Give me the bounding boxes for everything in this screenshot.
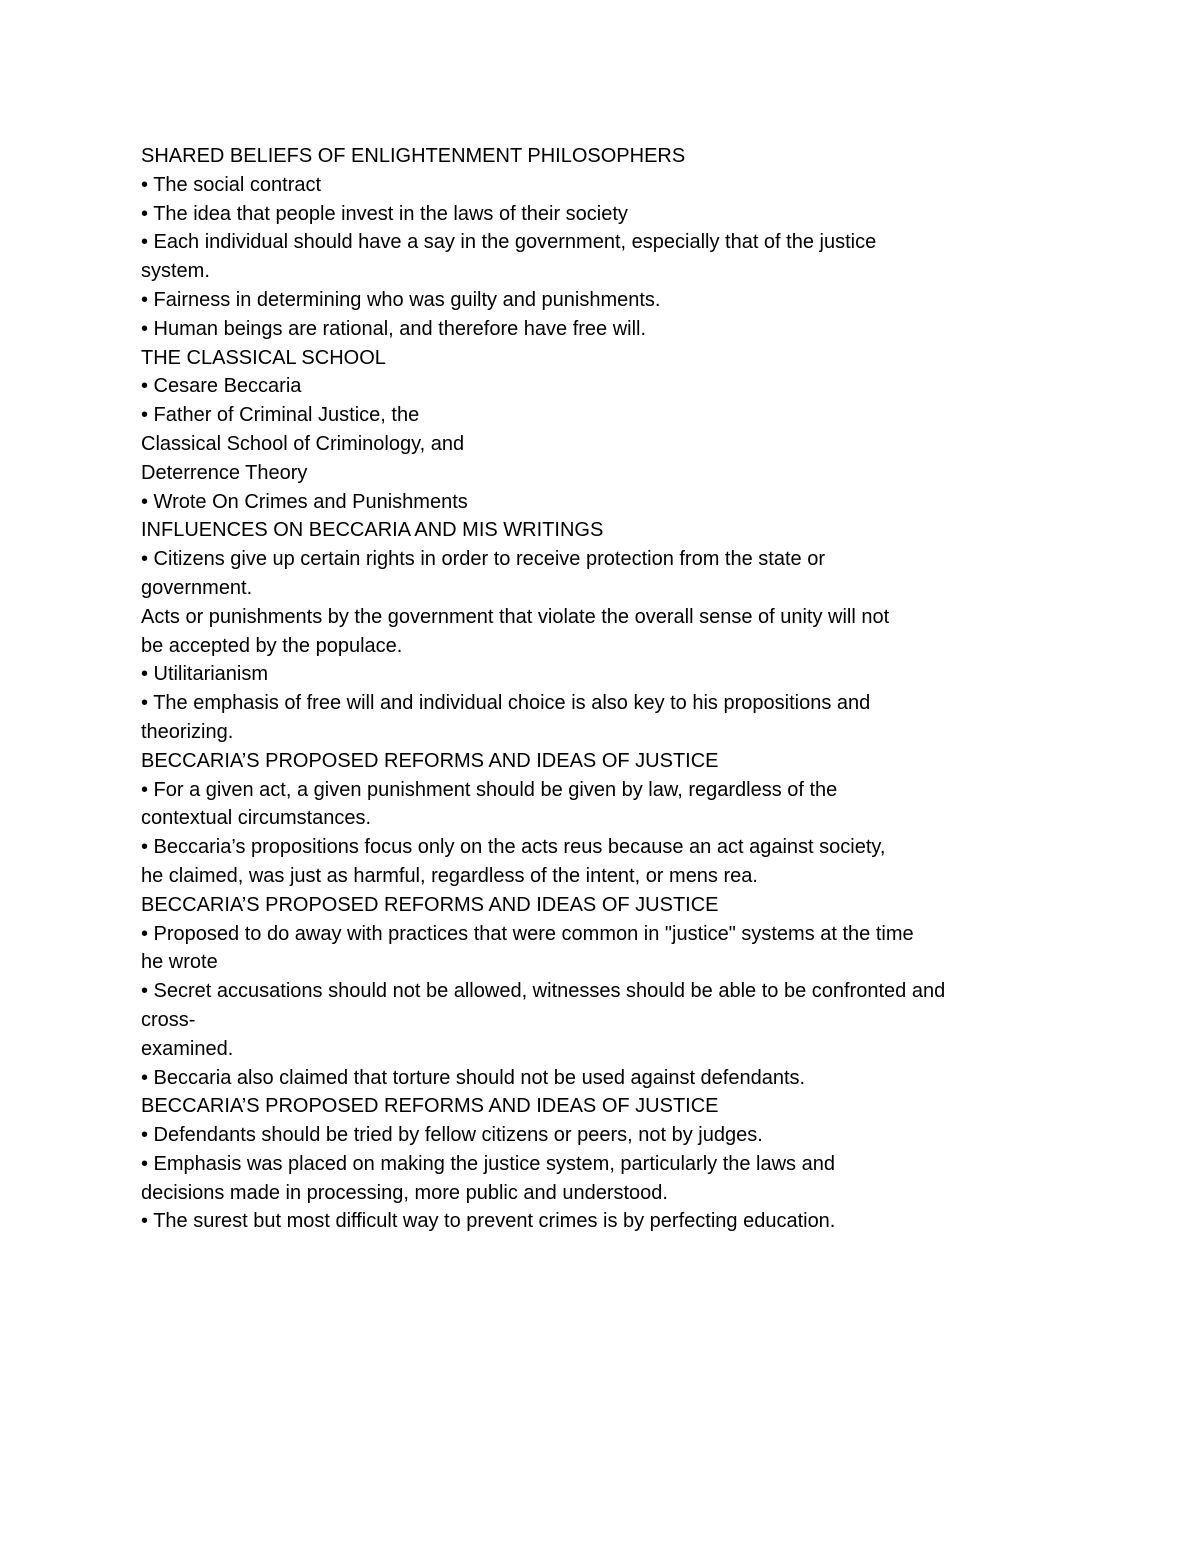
document-body bbox=[141, 142, 1041, 1236]
bullet-line: • Proposed to do away with practices that were common in "justice" systems at the time bbox=[141, 922, 914, 945]
bullet-line: • For a given act, a given punishment should be given by law, regardless of the bbox=[141, 778, 838, 801]
bullet-line: • Wrote On Crimes and Punishments bbox=[141, 490, 468, 513]
bullet-line: • Beccaria also claimed that torture should not be used against defendants. bbox=[141, 1066, 806, 1089]
bullet-line: • The idea that people invest in the laws of their society bbox=[141, 202, 628, 225]
bullet-line: • The social contract bbox=[141, 173, 322, 196]
continuation-line: be accepted by the populace. bbox=[141, 634, 403, 657]
bullet-line: • Defendants should be tried by fellow citizens or peers, not by judges. bbox=[141, 1124, 763, 1147]
bullet-line: • Father of Criminal Justice, the bbox=[141, 404, 420, 427]
continuation-line: Deterrence Theory bbox=[141, 461, 308, 484]
continuation-line: Classical School of Criminology, and bbox=[141, 432, 465, 455]
bullet-line: • Emphasis was placed on making the justice system, particularly the laws and bbox=[141, 1152, 835, 1175]
bullet-line: • Beccaria’s propositions focus only on the acts reus because an act against society, bbox=[141, 836, 886, 859]
bullet-line: • Fairness in determining who was guilty and punishments. bbox=[141, 288, 661, 311]
continuation-line: government. bbox=[141, 576, 253, 599]
bullet-line: • Human beings are rational, and therefore have free will. bbox=[141, 317, 647, 340]
bullet-line: • Secret accusations should not be allowed, witnesses should be able to be confronted and bbox=[141, 980, 946, 1003]
section-heading: THE CLASSICAL SCHOOL bbox=[141, 346, 386, 369]
section-heading: INFLUENCES ON BECCARIA AND MIS WRITINGS bbox=[141, 519, 604, 542]
bullet-line: • The emphasis of free will and individual choice is also key to his propositions and bbox=[141, 692, 871, 715]
continuation-line: decisions made in processing, more public and understood. bbox=[141, 1181, 668, 1204]
bullet-line: • The surest but most difficult way to prevent crimes is by perfecting education. bbox=[141, 1210, 836, 1233]
continuation-line: he wrote bbox=[141, 951, 218, 974]
continuation-line: contextual circumstances. bbox=[141, 807, 372, 830]
continuation-line: cross- bbox=[141, 1008, 196, 1031]
paragraph-line: Acts or punishments by the government that violate the overall sense of unity will not bbox=[141, 605, 890, 628]
bullet-line: • Utilitarianism bbox=[141, 663, 269, 686]
section-heading: SHARED BELIEFS OF ENLIGHTENMENT PHILOSOPHERS bbox=[141, 145, 686, 167]
continuation-line: examined. bbox=[141, 1037, 234, 1060]
section-heading: BECCARIA’S PROPOSED REFORMS AND IDEAS OF JUSTICE bbox=[141, 1095, 719, 1118]
continuation-line: theorizing. bbox=[141, 720, 234, 743]
bullet-line: • Citizens give up certain rights in order to receive protection from the state or bbox=[141, 548, 825, 571]
bullet-line: • Cesare Beccaria bbox=[141, 375, 302, 398]
continuation-line: he claimed, was just as harmful, regardless of the intent, or mens rea. bbox=[141, 864, 758, 887]
bullet-line: • Each individual should have a say in the government, especially that of the justice bbox=[141, 231, 877, 254]
continuation-line: system. bbox=[141, 260, 210, 283]
section-heading: BECCARIA’S PROPOSED REFORMS AND IDEAS OF JUSTICE bbox=[141, 749, 719, 772]
section-heading: BECCARIA’S PROPOSED REFORMS AND IDEAS OF JUSTICE bbox=[141, 893, 719, 916]
